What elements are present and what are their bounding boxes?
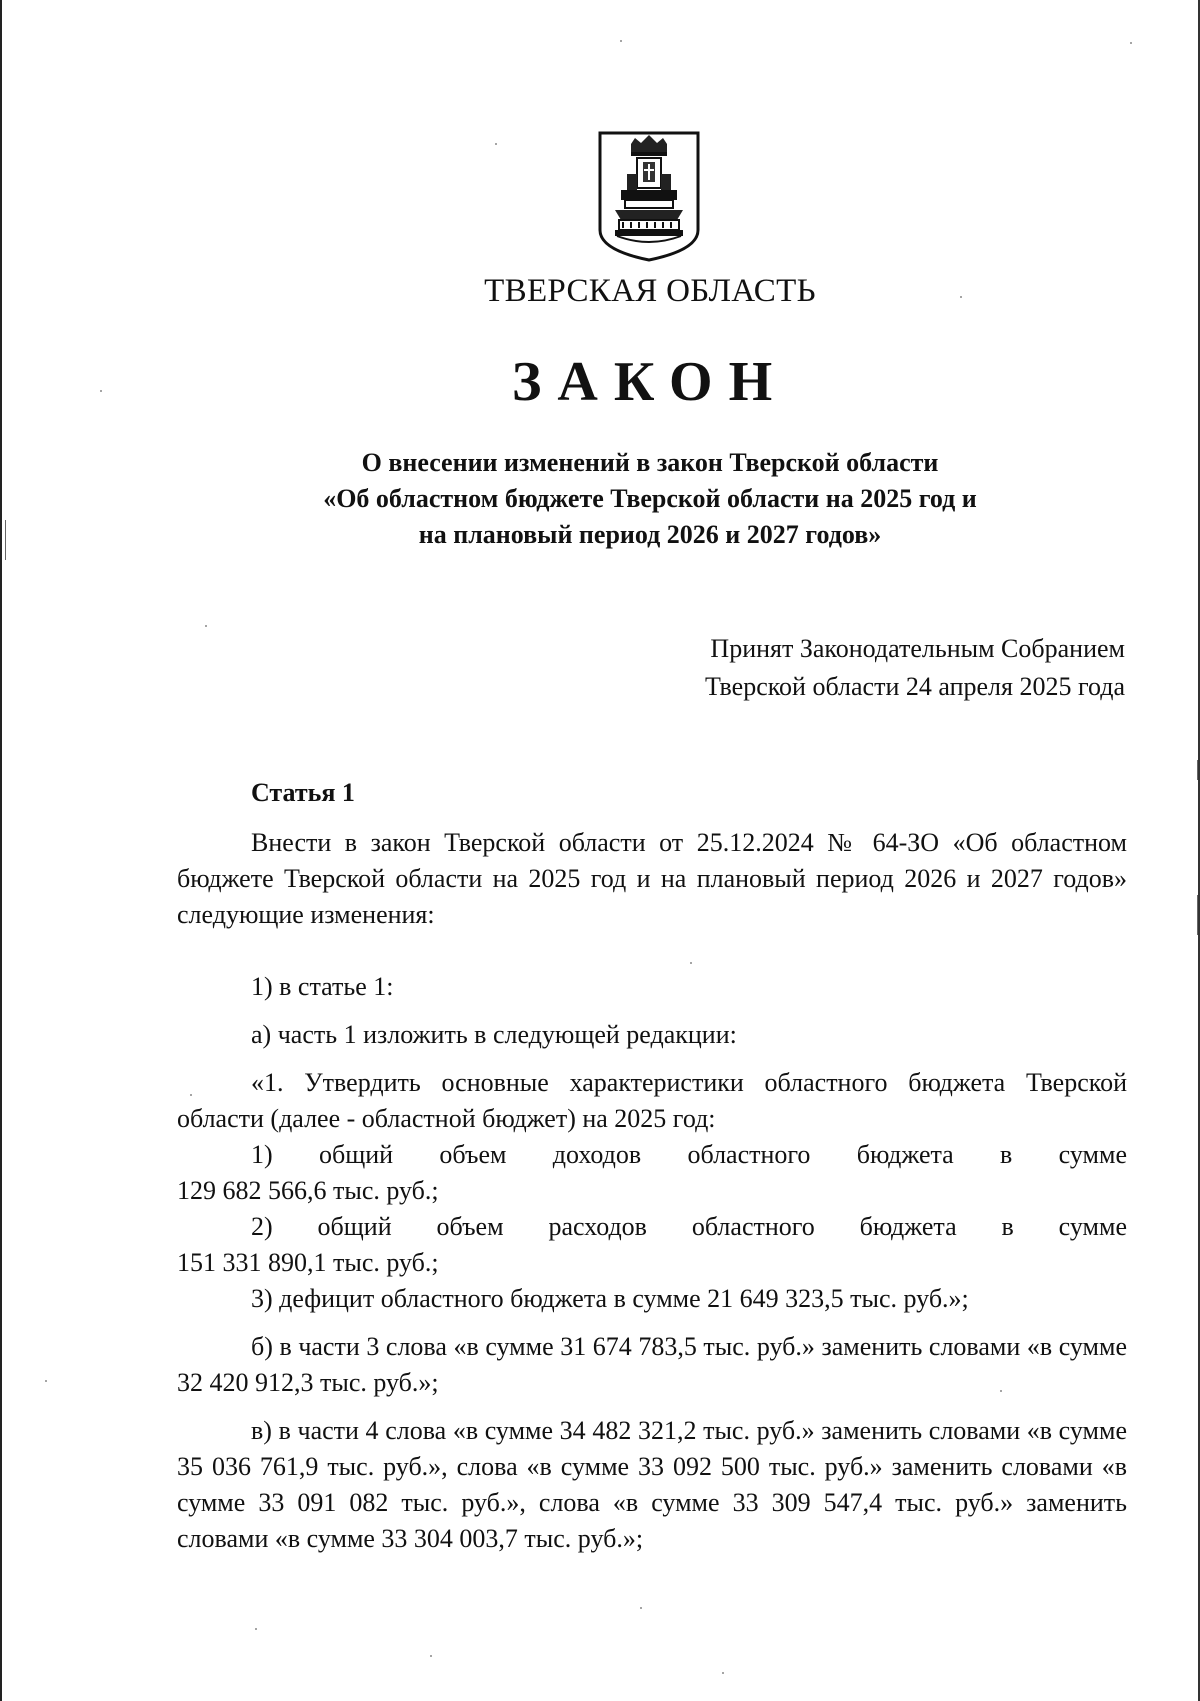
article-body [177, 775, 1127, 1557]
scan-speck [620, 40, 622, 42]
scan-edge-left [0, 0, 2, 1701]
scan-speck [255, 1628, 257, 1630]
scan-speck [45, 1380, 47, 1382]
subitem-2-line-1: 2) общий объем расходов областного бюджета в сумме [251, 1212, 1127, 1241]
subitem-1-line-1: 1) общий объем доходов областного бюджета в сумме [251, 1140, 1127, 1169]
article-intro: Внести в закон Тверской области от 25.12.2024 № 64-ЗО «Об областном бюджете Тверской области на 2025 год и на плановый период 2026 и 2027 годов» следующие изменения: [177, 828, 1127, 929]
scan-speck [722, 1672, 724, 1674]
subtitle-line: О внесении изменений в закон Тверской области [361, 448, 939, 477]
subtitle-line: на плановый период 2026 и 2027 годов» [418, 520, 882, 549]
tver-coat-of-arms-icon [597, 130, 701, 264]
scan-mark [1197, 760, 1198, 780]
list-item-1: 1) в статье 1: [251, 972, 394, 1001]
subtitle-line: «Об областном бюджете Тверской области на 2025 год и [323, 484, 977, 513]
scan-speck [205, 625, 207, 627]
region-name: ТВЕРСКАЯ ОБЛАСТЬ [484, 273, 816, 309]
scan-speck [495, 143, 497, 145]
list-item-a: а) часть 1 изложить в следующей редакции: [251, 1020, 737, 1049]
document-type-title: ЗАКОН [511, 351, 789, 413]
subitem-1-line-2: 129 682 566,6 тыс. руб.; [177, 1176, 439, 1205]
adoption-line-2: Тверской области 24 апреля 2025 года [704, 672, 1125, 701]
subitem-2-line-2: 151 331 890,1 тыс. руб.; [177, 1248, 439, 1277]
list-item-v: в) в части 4 слова «в сумме 34 482 321,2 тыс. руб.» заменить словами «в сумме 35 036 761,9 тыс. руб.», слова «в сумме 33 092 500 тыс. руб.» заменить словами «в сумме 33 091 082 тыс. руб.», слова «в сумме 33 309 547,4 тыс. руб.» заменить словами «в сумме 33 304 003,7 тыс. руб.»; [177, 1416, 1127, 1553]
adoption-line-1: Принят Законодательным Собранием [710, 634, 1125, 663]
scan-mark [1197, 895, 1198, 935]
article-heading: Статья 1 [251, 778, 355, 807]
subitem-3: 3) дефицит областного бюджета в сумме 21 649 323,5 тыс. руб.»; [251, 1284, 969, 1313]
scan-speck [640, 1607, 642, 1609]
quoted-intro: «1. Утвердить основные характеристики областного бюджета Тверской области (далее - областной бюджет) на 2025 год: [177, 1068, 1127, 1133]
law-subtitle [0, 445, 1200, 553]
scan-speck [430, 1655, 432, 1657]
scan-speck [1130, 42, 1132, 44]
list-item-b: б) в части 3 слова «в сумме 31 674 783,5 тыс. руб.» заменить словами «в сумме 32 420 912,3 тыс. руб.»; [177, 1332, 1127, 1397]
adoption-note [560, 630, 1125, 706]
